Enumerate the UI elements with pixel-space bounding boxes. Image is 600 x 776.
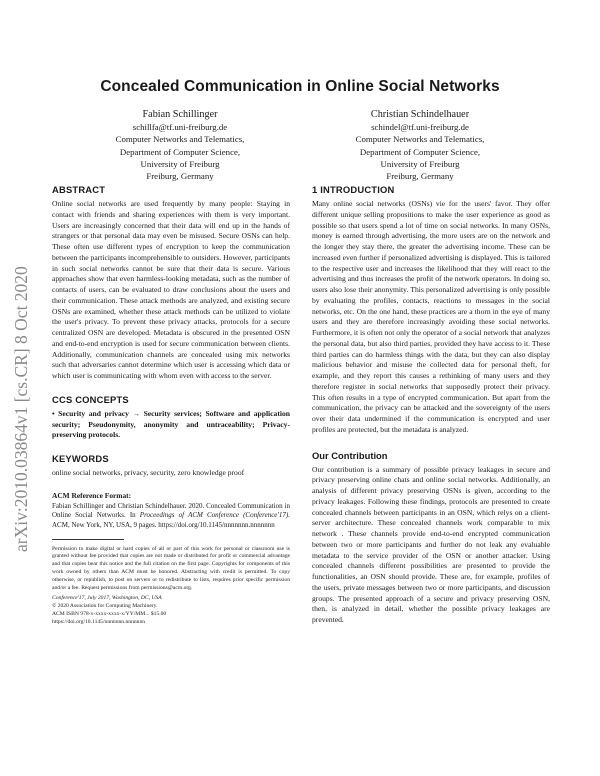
paper-title: Concealed Communication in Online Social Networks — [100, 78, 500, 95]
contribution-text: Our contribution is a summary of possible privacy leakages in secure and privacy preserving online chats and online social networks. Additionally, an analysis of different privacy preserving OSNs is given, according to the privacy leakages. Following these findings, protocols are presented to create concealed channels between participants in an OSN, which relys on a client-server architecture. These concealed channels work comparable to mix network . These channels provide end-to-end encrypted communication between two or more participants and further do not leak any evaluable metadata to the service provider of the OSN or another attacker. Using concealed channels different possibilities are presented to provide the functionalities, an OSN should provide. These are, for example, profiles of the users, private messages between two or more participants, and discussion groups. The presented approach of a secure and privacy preserving OSN, then, is analyzed in detail, whether the possible privacy leakages are prevented. — [312, 464, 550, 624]
keywords-heading: KEYWORDS — [52, 453, 109, 464]
footnote-rule — [52, 539, 124, 540]
left-column — [52, 184, 290, 627]
acm-reference-heading: ACM Reference Format: — [52, 490, 132, 500]
author-block-1 — [60, 108, 300, 182]
author-dept: Computer Networks and Telematics, — [355, 134, 485, 145]
ccs-heading: CCS CONCEPTS — [52, 393, 129, 405]
author-dept2: Department of Computer Science, — [119, 146, 241, 157]
doi-line: https://doi.org/10.1145/nnnnnnn.nnnnnnn — [52, 618, 146, 625]
author-location: Freiburg, Germany — [146, 171, 214, 182]
keywords-text: online social networks, privacy, security, zero knowledge proof — [52, 468, 245, 477]
abstract-heading: ABSTRACT — [52, 184, 106, 195]
author-dept: Computer Networks and Telematics, — [115, 134, 245, 145]
introduction-heading: 1 INTRODUCTION — [312, 184, 395, 195]
author-name: Fabian Schillinger — [142, 109, 218, 120]
author-email: schindel@tf.uni-freiburg.de — [371, 122, 469, 132]
abstract-text: Online social networks are used frequently by many people: Staying in contact with friends and sharing experiences with them is very important. Users are increasingly concerned that their data will end up in the hands of strangers or that personal data may even be misused. Secure OSNs can help. These often use different types of encryption to keep the communication between the participants incomprehensible to outsiders. However, participants in such social networks cannot be sure that their data is secure. Various approaches show that even harmless-looking metadata, such as the number of contacts of users, can be evaluated to draw conclusions about the users and their communication. These attack methods are analyzed, and existing secure OSNs are examined, whether these attack methods can be utilized to violate the user's privacy. To prevent these privacy attacks, protocols for a secure centralized OSN are developed. Metadata is obscured in the presented OSN and end-to-end encryption is used for secure communication between clients. Additionally, communication channels are concealed using mix networks such that adversaries cannot determine which user is accessing which data or which user is communicating with whom even with access to the server. — [52, 199, 290, 380]
acm-reference-text — [52, 502, 290, 531]
isbn-line: ACM ISBN 978-x-xxxx-xxxx-x/YY/MM... $15.00 — [52, 610, 167, 617]
right-column — [312, 184, 550, 626]
acm-reference-proceedings: Proceedings of ACM Conference (Conference'17). — [139, 511, 290, 520]
permission-notice: Permission to make digital or hard copies of all or part of this work for personal or classroom use is granted without fee provided that copies are not made or distributed for profit or commercial advantage and that copies bear this notice and the full citation on the first page. Copyrights for components of this work owned by others than ACM must be honored. Abstracting with credit is permitted. To copy otherwise, or republish, to post on servers or to redistribute to lists, requires prior specific permission and/or a fee. Request permissions from permissions@acm.org. — [52, 545, 290, 592]
acm-reference-part-a: Fabian Schillinger and Christian Schindelhauer. 2020. Concealed Communication in Online Social Networks. In — [52, 501, 290, 520]
author-email: schillfa@tf.uni-freiburg.de — [132, 122, 228, 132]
conference-line: Conference'17, July 2017, Washington, DC, USA — [52, 594, 162, 601]
arxiv-identifier: arXiv:2010.03864v1 [cs.CR] 8 Oct 2020 — [11, 266, 31, 552]
author-dept2: Department of Computer Science, — [359, 146, 481, 157]
author-name: Christian Schindelhauer — [370, 109, 470, 120]
contribution-heading: Our Contribution — [312, 449, 388, 461]
author-location: Freiburg, Germany — [386, 171, 454, 182]
author-university: University of Freiburg — [140, 158, 220, 169]
acm-reference-part-b: ACM, New York, NY, USA, 9 pages. https://doi.org/10.1145/nnnnnnn.nnnnnnn — [52, 520, 275, 529]
author-university: University of Freiburg — [380, 158, 460, 169]
ccs-text: • Security and privacy → Security services; Software and application security; Pseudonymity, anonymity and untraceability; Privacy-preserving protocols. — [52, 408, 290, 440]
copyright-line: © 2020 Association for Computing Machinery. — [52, 602, 158, 609]
introduction-text: Many online social networks (OSNs) vie for the users' favor. They offer different unique selling propositions to make the user experience as good as possible so that users spend a lot of time on social networks. In many OSNs, money is earned through advertising, the more users are on the network and the longer they stay there, the greater the advertising income. These can be increased even further if personalized advertising is displayed. This is tailored to the respective user and increases the likelihood that they will react to the advertising and thus increases the profit of the network operators. In doing so, users also lose their anonymity. This personalized advertising is only possible by evaluating the profiles, contacts, reactions to messages in the social networks, etc. On the one hand, these practices are a thorn in the eye of many users and they are therefore increasingly avoiding these social networks. Furthermore, it is often not only the operator of a social network that analyzes the personal data, but also third parties, provided they have access to it. These third parties can do harmless things with the data, but they can also display malicious behavior and misuse the collected data for personal theft, for example, and they report this causes a rethinking of many users and they therefore register in social networks that supposedly protect their privacy. This often results in a type of encrypted communication. But apart from the communication, the privacy can be attacked and the sovereignty of the users over their data undermined if the communication is encrypted and user profiles are protected, but the metadata is analyzed. — [312, 199, 550, 434]
author-block-2 — [300, 108, 540, 182]
